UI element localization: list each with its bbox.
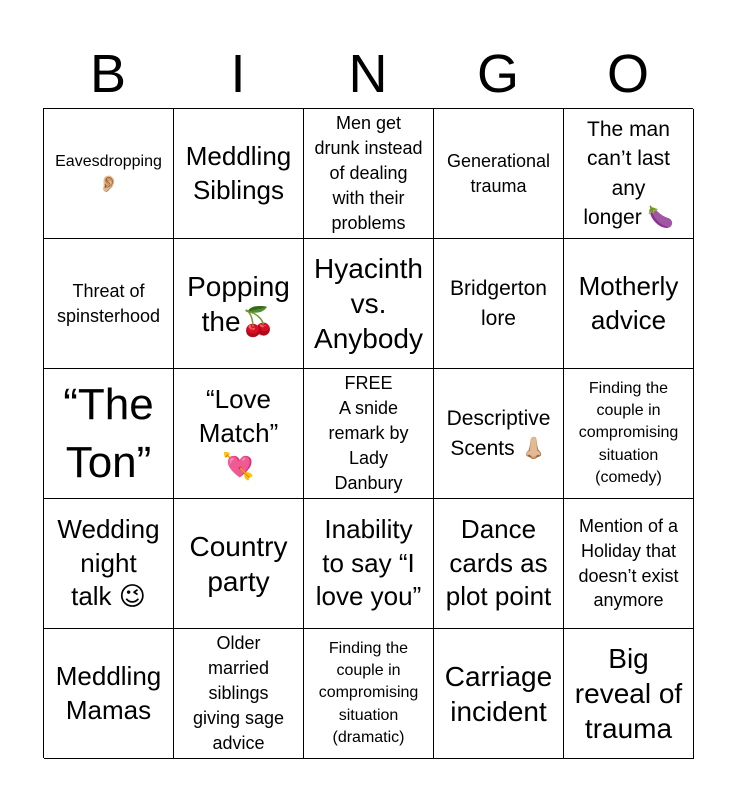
bingo-cell[interactable]: Threat of spinsterhood	[44, 239, 174, 369]
bingo-cell[interactable]: Carriage incident	[434, 629, 564, 759]
bingo-cell[interactable]: Finding the couple in compromising situation (comedy)	[564, 369, 694, 499]
header-letter-n: N	[348, 44, 388, 104]
header-letter-g: G	[476, 44, 519, 104]
header-letter-i: I	[230, 44, 246, 104]
bingo-cell[interactable]: Big reveal of trauma	[564, 629, 694, 759]
bingo-cell[interactable]: Inability to say “I love you”	[304, 499, 434, 629]
bingo-cell[interactable]: Popping the🍒	[174, 239, 304, 369]
bingo-cell[interactable]: Wedding night talk 😉	[44, 499, 174, 629]
header-letter-o: O	[606, 44, 649, 104]
bingo-cell[interactable]: Dance cards as plot point	[434, 499, 564, 629]
bingo-cell[interactable]: Meddling Mamas	[44, 629, 174, 759]
bingo-cell[interactable]: “Love Match” 💘	[174, 369, 304, 499]
bingo-cell[interactable]: Generational trauma	[434, 109, 564, 239]
bingo-cell[interactable]: Mention of a Holiday that doesn’t exist anymore	[564, 499, 694, 629]
bingo-cell[interactable]: Eavesdropping 👂🏼	[44, 109, 174, 239]
bingo-header	[43, 40, 693, 108]
bingo-cell[interactable]: Hyacinth vs. Anybody	[304, 239, 434, 369]
bingo-cell[interactable]: Meddling Siblings	[174, 109, 304, 239]
bingo-cell[interactable]: Bridgerton lore	[434, 239, 564, 369]
bingo-cell[interactable]: The man can’t last any longer 🍆	[564, 109, 694, 239]
free-space-cell[interactable]: FREE A snide remark by Lady Danbury	[304, 369, 434, 499]
bingo-cell[interactable]: Country party	[174, 499, 304, 629]
bingo-cell[interactable]: Descriptive Scents 👃🏼	[434, 369, 564, 499]
bingo-cell[interactable]: Motherly advice	[564, 239, 694, 369]
bingo-cell[interactable]: “The Ton”	[44, 369, 174, 499]
bingo-cell[interactable]: Older married siblings giving sage advice	[174, 629, 304, 759]
bingo-cell[interactable]: Men get drunk instead of dealing with their problems	[304, 109, 434, 239]
bingo-board	[43, 108, 693, 758]
bingo-cell[interactable]: Finding the couple in compromising situation (dramatic)	[304, 629, 434, 759]
header-letter-b: B	[89, 44, 127, 104]
